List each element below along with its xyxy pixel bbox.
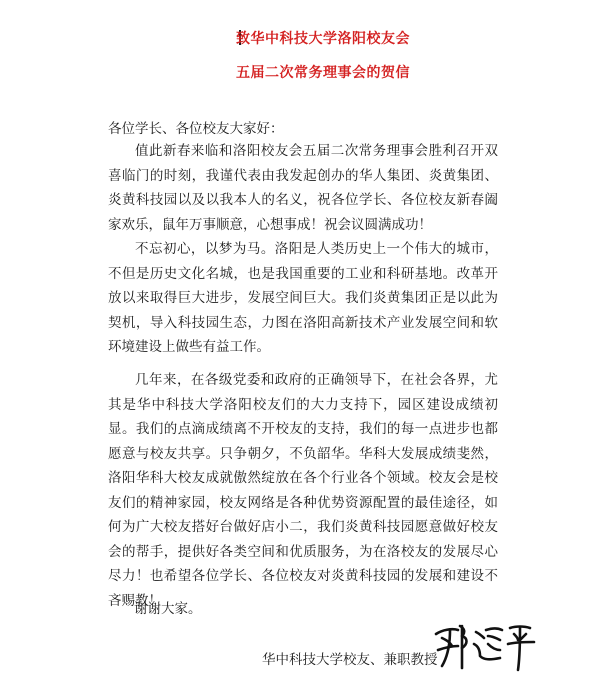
letter-title-line1: 致华中科技大学洛阳校友会	[236, 31, 410, 47]
greeting: 各位学长、各位校友大家好：	[108, 121, 284, 137]
paragraph-1: 值此新春来临和洛阳校友会五届二次常务理事会胜利召开双喜临门的时刻，我谨代表由我发起创办的华人集团、炎黄集团、炎黄科技园以及以我本人的名义，祝各位学长、各位校友新春阖家欢乐，鼠年万事顺意，心想事成！祝会议圆满成功！	[108, 143, 498, 233]
closing-thanks: 谢谢大家。	[134, 601, 202, 617]
letter-title-line2: 五届二次常务理事会的贺信	[236, 65, 410, 81]
paragraph-2: 不忘初心，以梦为马。洛阳是人类历史上一个伟大的城市，不但是历史文化名城，也是我国重要的工业和科研基地。改革开放以来取得巨大进步，发展空间巨大。我们炎黄集团正是以此为契机，导入科技园生态，力图在洛阳高新技术产业发展空间和软环境建设上做些有益工作。	[108, 241, 498, 355]
signature-label: 华中科技大学校友、兼职教授	[262, 652, 438, 668]
paragraph-3: 几年来，在各级党委和政府的正确领导下，在社会各界，尤其是华中科技大学洛阳校友们的大力支持下，园区建设成绩初显。我们的点滴成绩离不开校友的支持，我们的每一点进步也都愿意与校友共享。只争朝夕，不负韶华。华科大发展成绩斐然，洛阳华科大校友成就傲然绽放在各个行业各个领域。校友会是校友们的精神家园，校友网络是各种优势资源配置的最佳途径，如何为广大校友搭好台做好店小二，我们炎黄科技园愿意做好校友会的帮手，提供好各类空间和优质服务，为在洛校友的发展尽心尽力！也希望各位学长、各位校友对炎黄科技园的发展和建设不吝赐教！	[108, 372, 498, 609]
handwritten-signature	[430, 616, 540, 676]
